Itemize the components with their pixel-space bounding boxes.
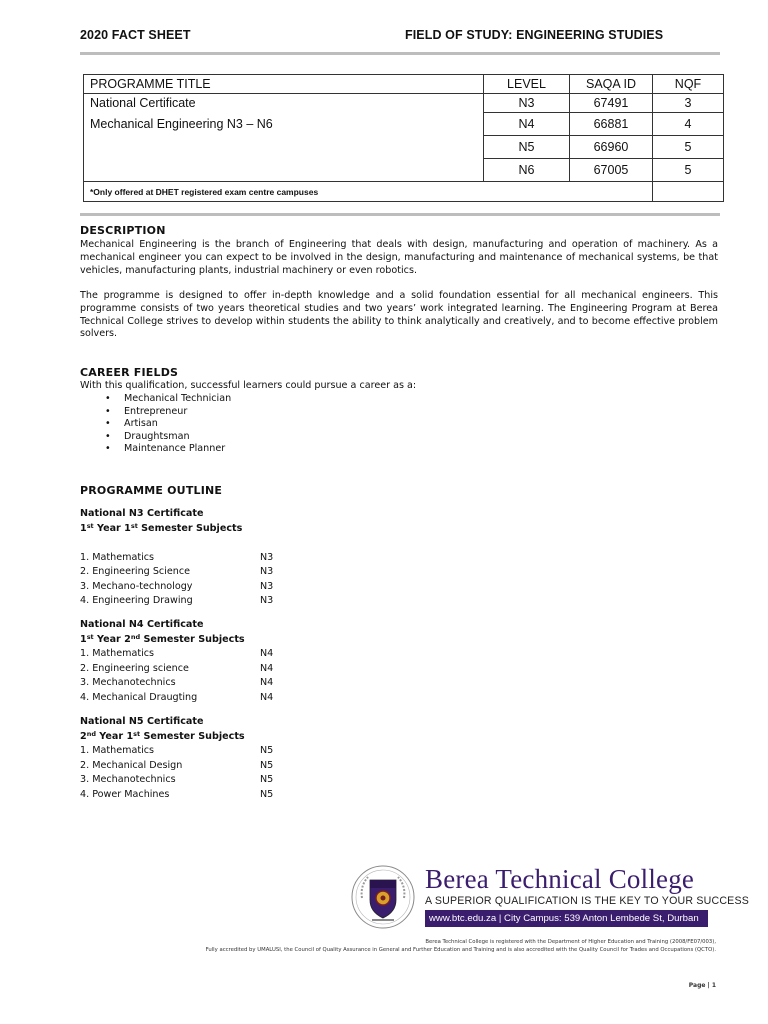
level-cell: N5 [484, 136, 570, 159]
subject-level: N5 [260, 745, 274, 756]
saqa-cell: 66960 [570, 136, 653, 159]
n5-block [80, 715, 273, 802]
subject-name: 3. Mechanotechnics [80, 774, 176, 785]
page-number: Page | 1 [688, 982, 716, 989]
semester-title: 1st Year 1st Semester Subjects [80, 521, 243, 534]
subject-name: 3. Mechano-technology [80, 580, 193, 592]
subject-level: N3 [260, 580, 274, 592]
table-row [84, 159, 724, 182]
campus-note: *Only offered at DHET registered exam centre campuses [84, 182, 653, 202]
college-crest-logo [348, 862, 418, 932]
subject-name: 4. Engineering Drawing [80, 595, 193, 606]
subject-row [80, 594, 273, 609]
career-item: Artisan [124, 418, 158, 430]
programme-title-line-1: National Certificate [84, 94, 484, 113]
table-divider [80, 213, 720, 216]
college-contact-bar: www.btc.edu.za | City Campus: 539 Anton Lembede St, Durban [425, 910, 708, 927]
description-heading: DESCRIPTION [80, 224, 166, 237]
level-cell: N3 [484, 94, 570, 113]
subject-name: 2. Mechanical Design [80, 759, 183, 771]
header-divider [80, 52, 720, 55]
note-empty-cell [653, 182, 724, 202]
table-row [84, 113, 724, 136]
subject-level: N5 [260, 759, 274, 771]
semester-title: 1st Year 2nd Semester Subjects [80, 632, 245, 645]
college-tagline: A SUPERIOR QUALIFICATION IS THE KEY TO YOUR SUCCESS [425, 895, 749, 907]
saqa-cell: 67005 [570, 159, 653, 182]
col-saqa-id: SAQA ID [570, 75, 653, 94]
subject-row [80, 565, 273, 580]
table-header-row [84, 75, 724, 94]
col-level: LEVEL [484, 75, 570, 94]
subject-name: 3. Mechanotechnics [80, 677, 176, 688]
list-item [105, 431, 231, 444]
accreditation-line-2: Fully accredited by UMALUSI, the Council of Quality Assurance in General and Further Education and Training and is also accredited with the Quality Council for Trades and Occupations (QCTO). [205, 947, 716, 953]
programme-title-empty [84, 159, 484, 182]
career-item: Entrepreneur [124, 405, 188, 417]
subject-name: 2. Engineering Science [80, 566, 191, 577]
college-name: Berea Technical College [425, 864, 695, 894]
programme-title-empty [84, 136, 484, 159]
subject-name: 4. Mechanical Draugting [80, 691, 198, 703]
level-cell: N4 [484, 113, 570, 136]
subject-row [80, 551, 273, 566]
nqf-cell: 5 [653, 136, 724, 159]
crest-icon [348, 862, 418, 932]
n3-block [80, 507, 273, 609]
description-paragraph-2: The programme is designed to offer in-depth knowledge and a solid foundation essential for all mechanical engineers. This programme consists of two years theoretical studies and two years’ work integrated learning. The Engineering Program at Berea Technical College strives to develop within students the ability to think analytically and creatively, and to become effective problem solvers. [80, 290, 718, 340]
bullet-icon: • [105, 430, 111, 442]
subject-level: N3 [260, 595, 274, 606]
subject-row [80, 744, 273, 759]
list-item [105, 443, 231, 456]
subject-row [80, 662, 273, 677]
subject-level: N4 [260, 677, 274, 688]
subject-name: 1. Mathematics [80, 745, 155, 756]
subject-row [80, 676, 273, 691]
table-row [84, 94, 724, 113]
fact-sheet-label: 2020 FACT SHEET [80, 28, 191, 42]
subject-name: 2. Engineering science [80, 662, 189, 674]
saqa-cell: 67491 [570, 94, 653, 113]
programme-outline-heading: PROGRAMME OUTLINE [80, 484, 223, 497]
subject-row [80, 788, 273, 803]
table-row [84, 136, 724, 159]
career-fields-heading: CAREER FIELDS [80, 366, 179, 379]
semester-title: 2nd Year 1st Semester Subjects [80, 729, 245, 742]
bullet-icon: • [105, 443, 111, 455]
career-list [105, 393, 231, 456]
col-nqf: NQF [653, 75, 724, 94]
programme-title-line-2: Mechanical Engineering N3 – N6 [84, 113, 484, 136]
accreditation-line-1: Berea Technical College is registered with the Department of Higher Education and Training (2008/FE07/003), [425, 939, 716, 945]
programme-table [83, 74, 724, 202]
subject-row [80, 647, 273, 662]
subject-level: N4 [260, 662, 274, 674]
bullet-icon: • [105, 418, 111, 430]
certificate-title: National N5 Certificate [80, 716, 204, 727]
career-item: Mechanical Technician [124, 393, 232, 404]
list-item [105, 393, 231, 406]
n4-block [80, 618, 273, 705]
certificate-title: National N4 Certificate [80, 619, 204, 630]
subject-level: N4 [260, 691, 274, 703]
list-item [105, 418, 231, 431]
saqa-cell: 66881 [570, 113, 653, 136]
subject-row [80, 759, 273, 774]
certificate-title: National N3 Certificate [80, 508, 204, 519]
subject-row [80, 773, 273, 788]
subject-level: N5 [260, 774, 274, 785]
subject-name: 1. Mathematics [80, 648, 155, 659]
list-item [105, 406, 231, 419]
table-note-row [84, 182, 724, 202]
subject-name: 1. Mathematics [80, 551, 155, 563]
career-item: Maintenance Planner [124, 443, 226, 455]
subject-row [80, 580, 273, 595]
subject-level: N4 [260, 648, 274, 659]
level-cell: N6 [484, 159, 570, 182]
col-programme-title: PROGRAMME TITLE [84, 75, 484, 94]
career-intro: With this qualification, successful learners could pursue a career as a: [80, 380, 417, 391]
subject-level: N5 [260, 788, 274, 800]
subject-name: 4. Power Machines [80, 788, 170, 800]
nqf-cell: 3 [653, 94, 724, 113]
subject-row [80, 691, 273, 706]
description-paragraph-1: Mechanical Engineering is the branch of Engineering that deals with design, manufacturing and operation of machinery. As a mechanical engineer you can expect to be involved in the design, manufacturing and maintenance of mechanical systems, be that vehicles, manufacturing plants, industrial machinery or even robotics. [80, 239, 718, 276]
nqf-cell: 5 [653, 159, 724, 182]
nqf-cell: 4 [653, 113, 724, 136]
bullet-icon: • [105, 405, 111, 417]
career-item: Draughtsman [124, 430, 190, 442]
bullet-icon: • [105, 393, 111, 404]
field-of-study-label: FIELD OF STUDY: ENGINEERING STUDIES [405, 28, 664, 42]
subject-level: N3 [260, 566, 274, 577]
subject-level: N3 [260, 551, 274, 563]
